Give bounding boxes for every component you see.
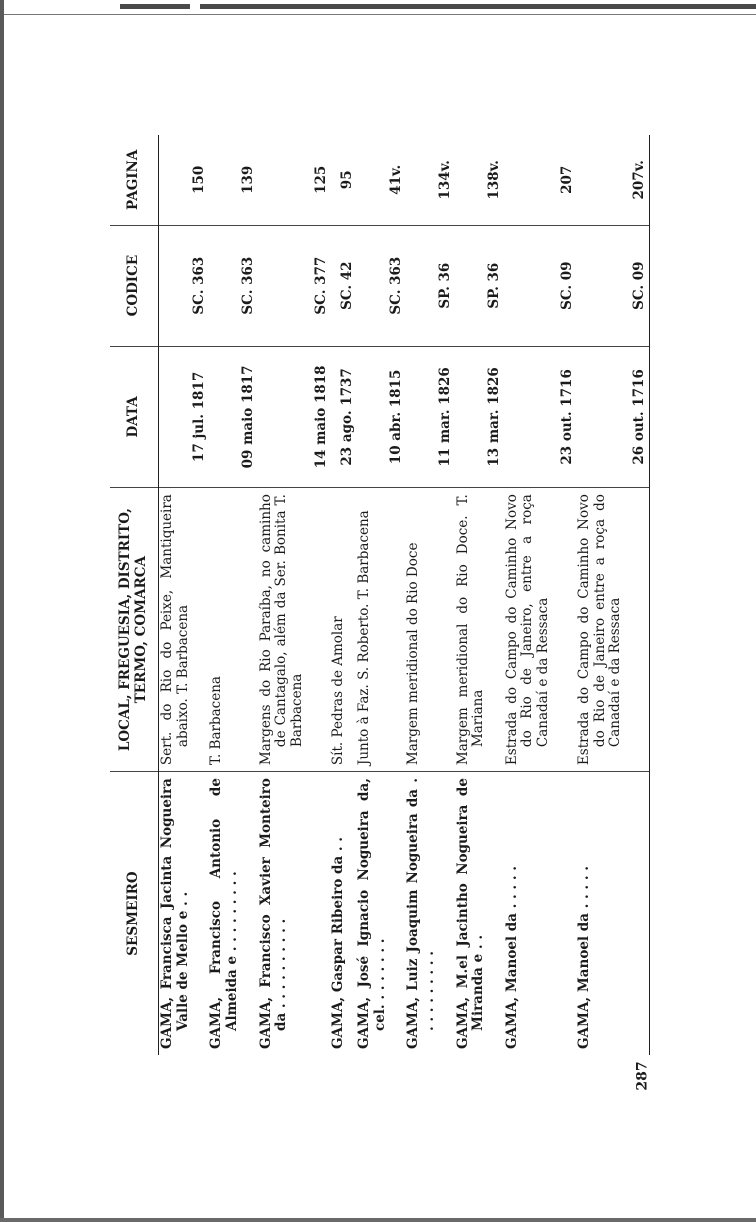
table-row bbox=[504, 135, 576, 1055]
cell-data: 11 mar. 1826 bbox=[405, 346, 454, 487]
scan-mark bbox=[120, 4, 190, 9]
cell-data: 14 maio 1818 bbox=[258, 346, 330, 487]
cell-data: 17 jul. 1817 bbox=[159, 346, 209, 487]
table-row bbox=[455, 135, 504, 1055]
cell-codice: SC. 09 bbox=[576, 225, 649, 346]
cell-codice: SC. 09 bbox=[504, 225, 576, 346]
cell-local: Estrada do Campo do Caminho Novo do Rio de Janeiro, entre a roça Canadaí e da Ressaca bbox=[503, 494, 551, 766]
scan-mark bbox=[200, 4, 756, 9]
cell-local: Estrada do Campo do Caminho Novo do Rio de Janeiro entre a roça do Canadaí e da Ressaca bbox=[576, 494, 624, 766]
cell-sesmeiro: GAMA, Francisca Jacinta Nogueira Valle de Mello e . . bbox=[159, 778, 191, 1049]
table-header-row bbox=[110, 135, 159, 1055]
cell-local: T. Barbacena bbox=[208, 676, 225, 766]
cell-codice: SC. 363 bbox=[208, 225, 257, 346]
cell-pagina: 125 bbox=[258, 135, 330, 225]
cell-sesmeiro: GAMA, M.el Jacintho Nogueira de Miranda e . . bbox=[454, 778, 487, 1049]
scan-edge-bottom bbox=[0, 1218, 756, 1222]
cell-local: Sert. do Rio do Peixe, Mantiqueira abaixo. T. Barbacena bbox=[159, 494, 191, 766]
cell-data: 23 out. 1716 bbox=[504, 346, 576, 487]
cell-sesmeiro: GAMA, Luiz Joaquim Nogueira da . . . . . . . . . . bbox=[405, 778, 437, 1049]
table-row bbox=[208, 135, 257, 1055]
cell-local: Junto à Faz. S. Roberto. T. Barbacena bbox=[356, 510, 373, 766]
cell-sesmeiro: GAMA, Gaspar Ribeiro da . . bbox=[330, 836, 347, 1049]
cell-codice: SP. 36 bbox=[455, 225, 504, 346]
cell-pagina: 134v. bbox=[405, 135, 454, 225]
table-row bbox=[330, 135, 356, 1055]
cell-sesmeiro: GAMA, Francisco Antonio de Almeida e . . . . . . . . . bbox=[208, 778, 240, 1049]
cell-codice: SC. 377 bbox=[258, 225, 330, 346]
table-row bbox=[356, 135, 405, 1055]
table-row bbox=[258, 135, 330, 1055]
scan-edge-left bbox=[0, 0, 4, 1222]
cell-codice: SC. 363 bbox=[356, 225, 405, 346]
sesmarias-table bbox=[110, 135, 650, 1055]
cell-pagina: 41v. bbox=[356, 135, 405, 225]
cell-local: Margem meridional do Rio Doce bbox=[405, 542, 422, 766]
cell-codice: SC. 363 bbox=[159, 225, 209, 346]
cell-sesmeiro: GAMA, Manoel da . . . . . bbox=[576, 866, 593, 1049]
header-data: DATA bbox=[110, 346, 159, 487]
cell-pagina: 139 bbox=[208, 135, 257, 225]
cell-data: 23 ago. 1737 bbox=[330, 346, 356, 487]
cell-data: 09 maio 1817 bbox=[208, 346, 257, 487]
table-row bbox=[405, 135, 454, 1055]
page-number: 287 bbox=[634, 1061, 651, 1091]
cell-sesmeiro: GAMA, Francisco Xavier Monteiro da . . . . . . . . . . bbox=[257, 778, 290, 1049]
cell-pagina: 207v. bbox=[576, 135, 649, 225]
cell-sesmeiro: GAMA, José Ignacio Nogueira da, cel. . . . . . . . bbox=[356, 778, 388, 1049]
cell-local: Margens do Rio Paraíba, no caminho de Cantagalo, além da Ser. Bonita T. Barbacena bbox=[257, 494, 305, 766]
cell-data: 26 out. 1716 bbox=[576, 346, 649, 487]
header-codice: CODICE bbox=[110, 225, 159, 346]
cell-local: Sít. Pedras de Amolar bbox=[330, 616, 347, 766]
header-local: LOCAL, FREGUESIA, DISTRITO, TERMO, COMARCA bbox=[110, 488, 159, 772]
header-pagina: PAGINA bbox=[110, 135, 159, 225]
header-sesmeiro: SESMEIRO bbox=[110, 772, 159, 1055]
cell-pagina: 150 bbox=[159, 135, 209, 225]
cell-pagina: 95 bbox=[330, 135, 356, 225]
cell-pagina: 207 bbox=[504, 135, 576, 225]
cell-codice: SP. 36 bbox=[405, 225, 454, 346]
cell-sesmeiro: GAMA, Manoel da . . . . . bbox=[503, 866, 520, 1049]
cell-codice: SC. 42 bbox=[330, 225, 356, 346]
cell-local: Margem meridional do Rio Doce. T. Mariana bbox=[454, 494, 487, 766]
cell-data: 13 mar. 1826 bbox=[455, 346, 504, 487]
table-row bbox=[576, 135, 649, 1055]
table-row bbox=[159, 135, 209, 1055]
scan-edge-top bbox=[0, 0, 756, 15]
cell-pagina: 138v. bbox=[455, 135, 504, 225]
rotated-table-container bbox=[110, 135, 650, 1055]
cell-data: 10 abr. 1815 bbox=[356, 346, 405, 487]
